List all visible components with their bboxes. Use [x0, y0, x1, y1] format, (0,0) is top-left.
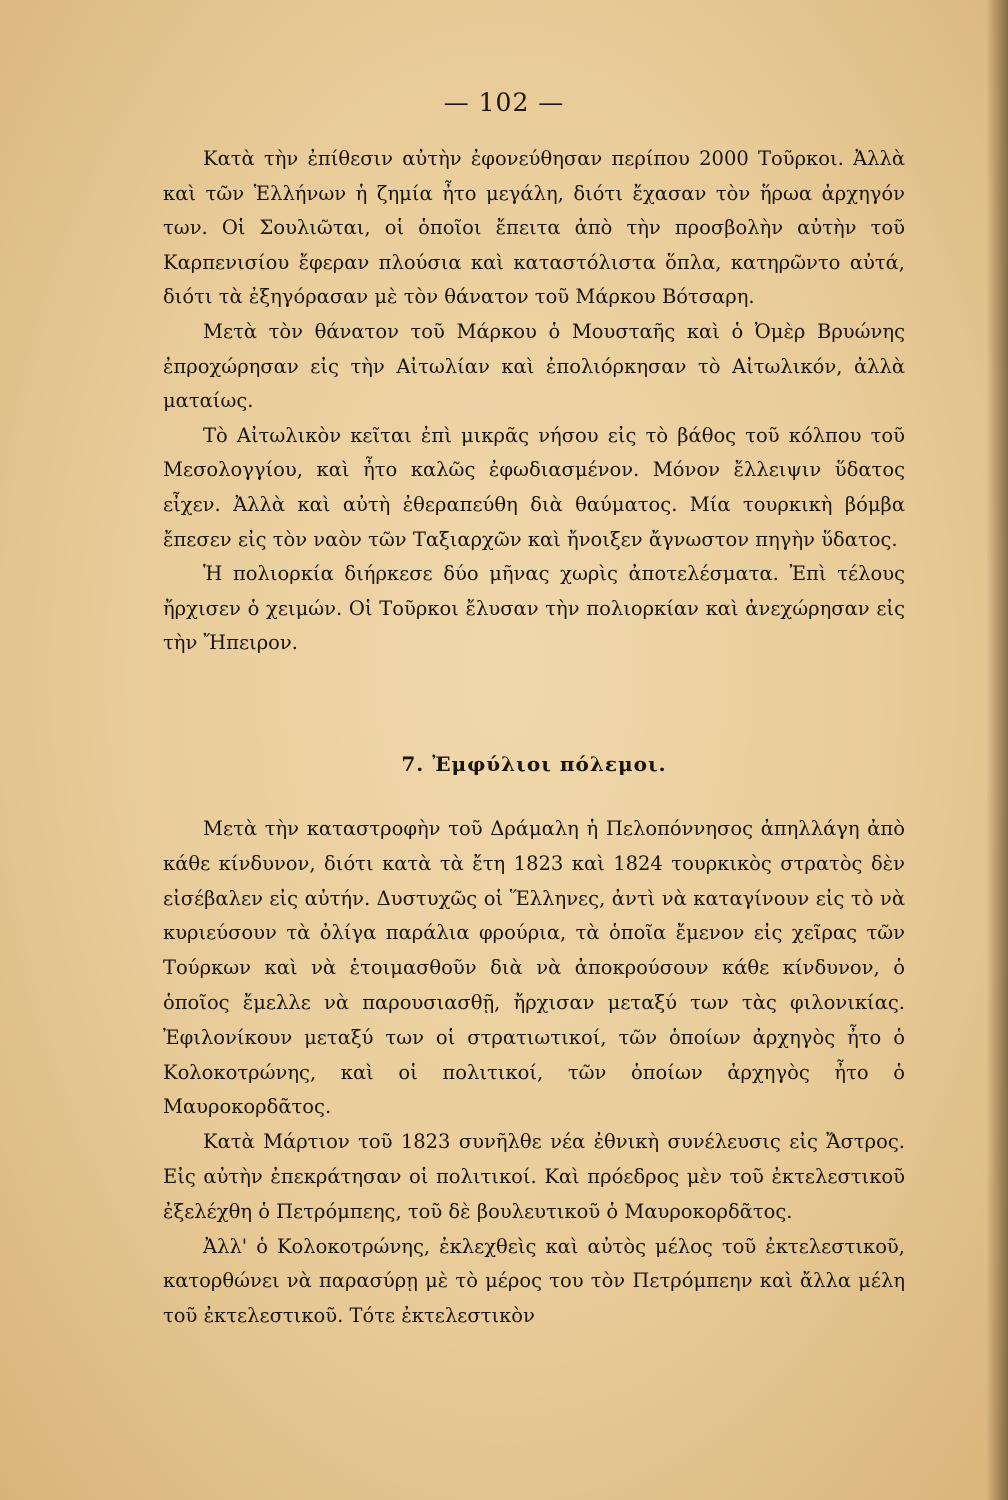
page-edge-shadow [986, 0, 1008, 1500]
paragraph: Κατὰ τὴν ἐπίθεσιν αὐτὴν ἐφονεύθησαν περίπου 2000 Τοῦρκοι. Ἀλλὰ καὶ τῶν Ἑλλήνων ἡ ζημία ἦτο μεγάλη, διότι ἔχασαν τὸν ἥρωα ἀρχηγόν των. Οἱ Σουλιῶται, οἱ ὁποῖοι ἔπειτα ἀπὸ τὴν προσβολὴν αὐτὴν τοῦ Καρπενισίου ἔφεραν πλούσια καὶ καταστόλιστα ὅπλα, κατηρῶντο αὐτά, διότι τὰ ἐξηγόρασαν μὲ τὸν θάνατον τοῦ Μάρκου Βότσαρη. [163, 147, 905, 309]
paragraph: Τὸ Αἰτωλικὸν κεῖται ἐπὶ μικρᾶς νήσου εἰς τὸ βάθος τοῦ κόλπου τοῦ Μεσολογγίου, καὶ ἦτο καλῶς ἐφωδιασμένον. Μόνον ἔλλειψιν ὕδατος εἶχεν. Ἀλλὰ καὶ αὐτὴ ἐθεραπεύθη διὰ θαύματος. Μία τουρκικὴ βόμβα ἔπεσεν εἰς τὸν ναὸν τῶν Ταξιαρχῶν καὶ ἤνοιξεν ἄγνωστον πηγὴν ὕδατος. [163, 423, 905, 551]
paragraph: Μετὰ τὴν καταστροφὴν τοῦ Δράμαλη ἡ Πελοπόννησος ἀπηλλάγη ἀπὸ κάθε κίνδυνον, διότι κατὰ τὰ ἔτη 1823 καὶ 1824 τουρκικὸς στρατὸς δὲν εἰσέβαλεν εἰς αὐτήν. Δυστυχῶς οἱ Ἕλληνες, ἀντὶ νὰ καταγίνουν εἰς τὸ νὰ κυριεύσουν τὰ ὀλίγα παράλια φρούρια, τὰ ὁποῖα ἔμενον εἰς χεῖρας τῶν Τούρκων καὶ νὰ ἑτοιμασθοῦν διὰ νὰ ἀποκρούσουν κάθε κίνδυνον, ὁ ὁποῖος ἔμελλε νὰ παρουσιασθῇ, ἤρχισαν μεταξύ των τὰς φιλονικίας. Ἐφιλονίκουν μεταξύ των οἱ στρατιωτικοί, τῶν ὁποίων ἀρχηγὸς ἦτο ὁ Κολοκοτρώνης, καὶ οἱ πολιτικοί, τῶν ὁποίων ἀρχηγὸς ἦτο ὁ Μαυροκορδᾶτος. [163, 817, 905, 1119]
paragraph: Μετὰ τὸν θάνατον τοῦ Μάρκου ὁ Μουσταῆς καὶ ὁ Ὀμὲρ Βρυώνης ἐπροχώρησαν εἰς τὴν Αἰτωλίαν καὶ ἐπολιόρκησαν τὸ Αἰτωλικόν, ἀλλὰ ματαίως. [163, 319, 905, 413]
paragraph: Ἡ πολιορκία διήρκεσε δύο μῆνας χωρὶς ἀποτελέσματα. Ἐπὶ τέλους ἤρχισεν ὁ χειμών. Οἱ Τοῦρκοι ἔλυσαν τὴν πολιορκίαν καὶ ἀνεχώρησαν εἰς τὴν Ἤπειρον. [163, 562, 905, 655]
section-two-body [163, 812, 905, 1334]
page-number: — 102 — [443, 88, 565, 117]
section-heading: 7. Ἐμφύλιοι πόλεμοι. [401, 752, 667, 776]
section-one-body [163, 142, 905, 661]
paragraph: Κατὰ Μάρτιον τοῦ 1823 συνῆλθε νέα ἐθνικὴ συνέλευσις εἰς Ἄστρος. Εἰς αὐτὴν ἐπεκράτησαν οἱ πολιτικοί. Καὶ πρόεδρος μὲν τοῦ ἐκτελεστικοῦ ἐξελέχθη ὁ Πετρόμπεης, τοῦ δὲ βουλευτικοῦ ὁ Μαυροκορδᾶτος. [163, 1130, 905, 1223]
paragraph: Ἀλλ' ὁ Κολοκοτρώνης, ἐκλεχθεὶς καὶ αὐτὸς μέλος τοῦ ἐκτελεστικοῦ, κατορθώνει νὰ παρασύρῃ μὲ τὸ μέρος του τὸν Πετρόμπεην καὶ ἄλλα μέλη τοῦ ἐκτελεστικοῦ. Τότε ἐκτελεστικὸν [163, 1234, 905, 1328]
